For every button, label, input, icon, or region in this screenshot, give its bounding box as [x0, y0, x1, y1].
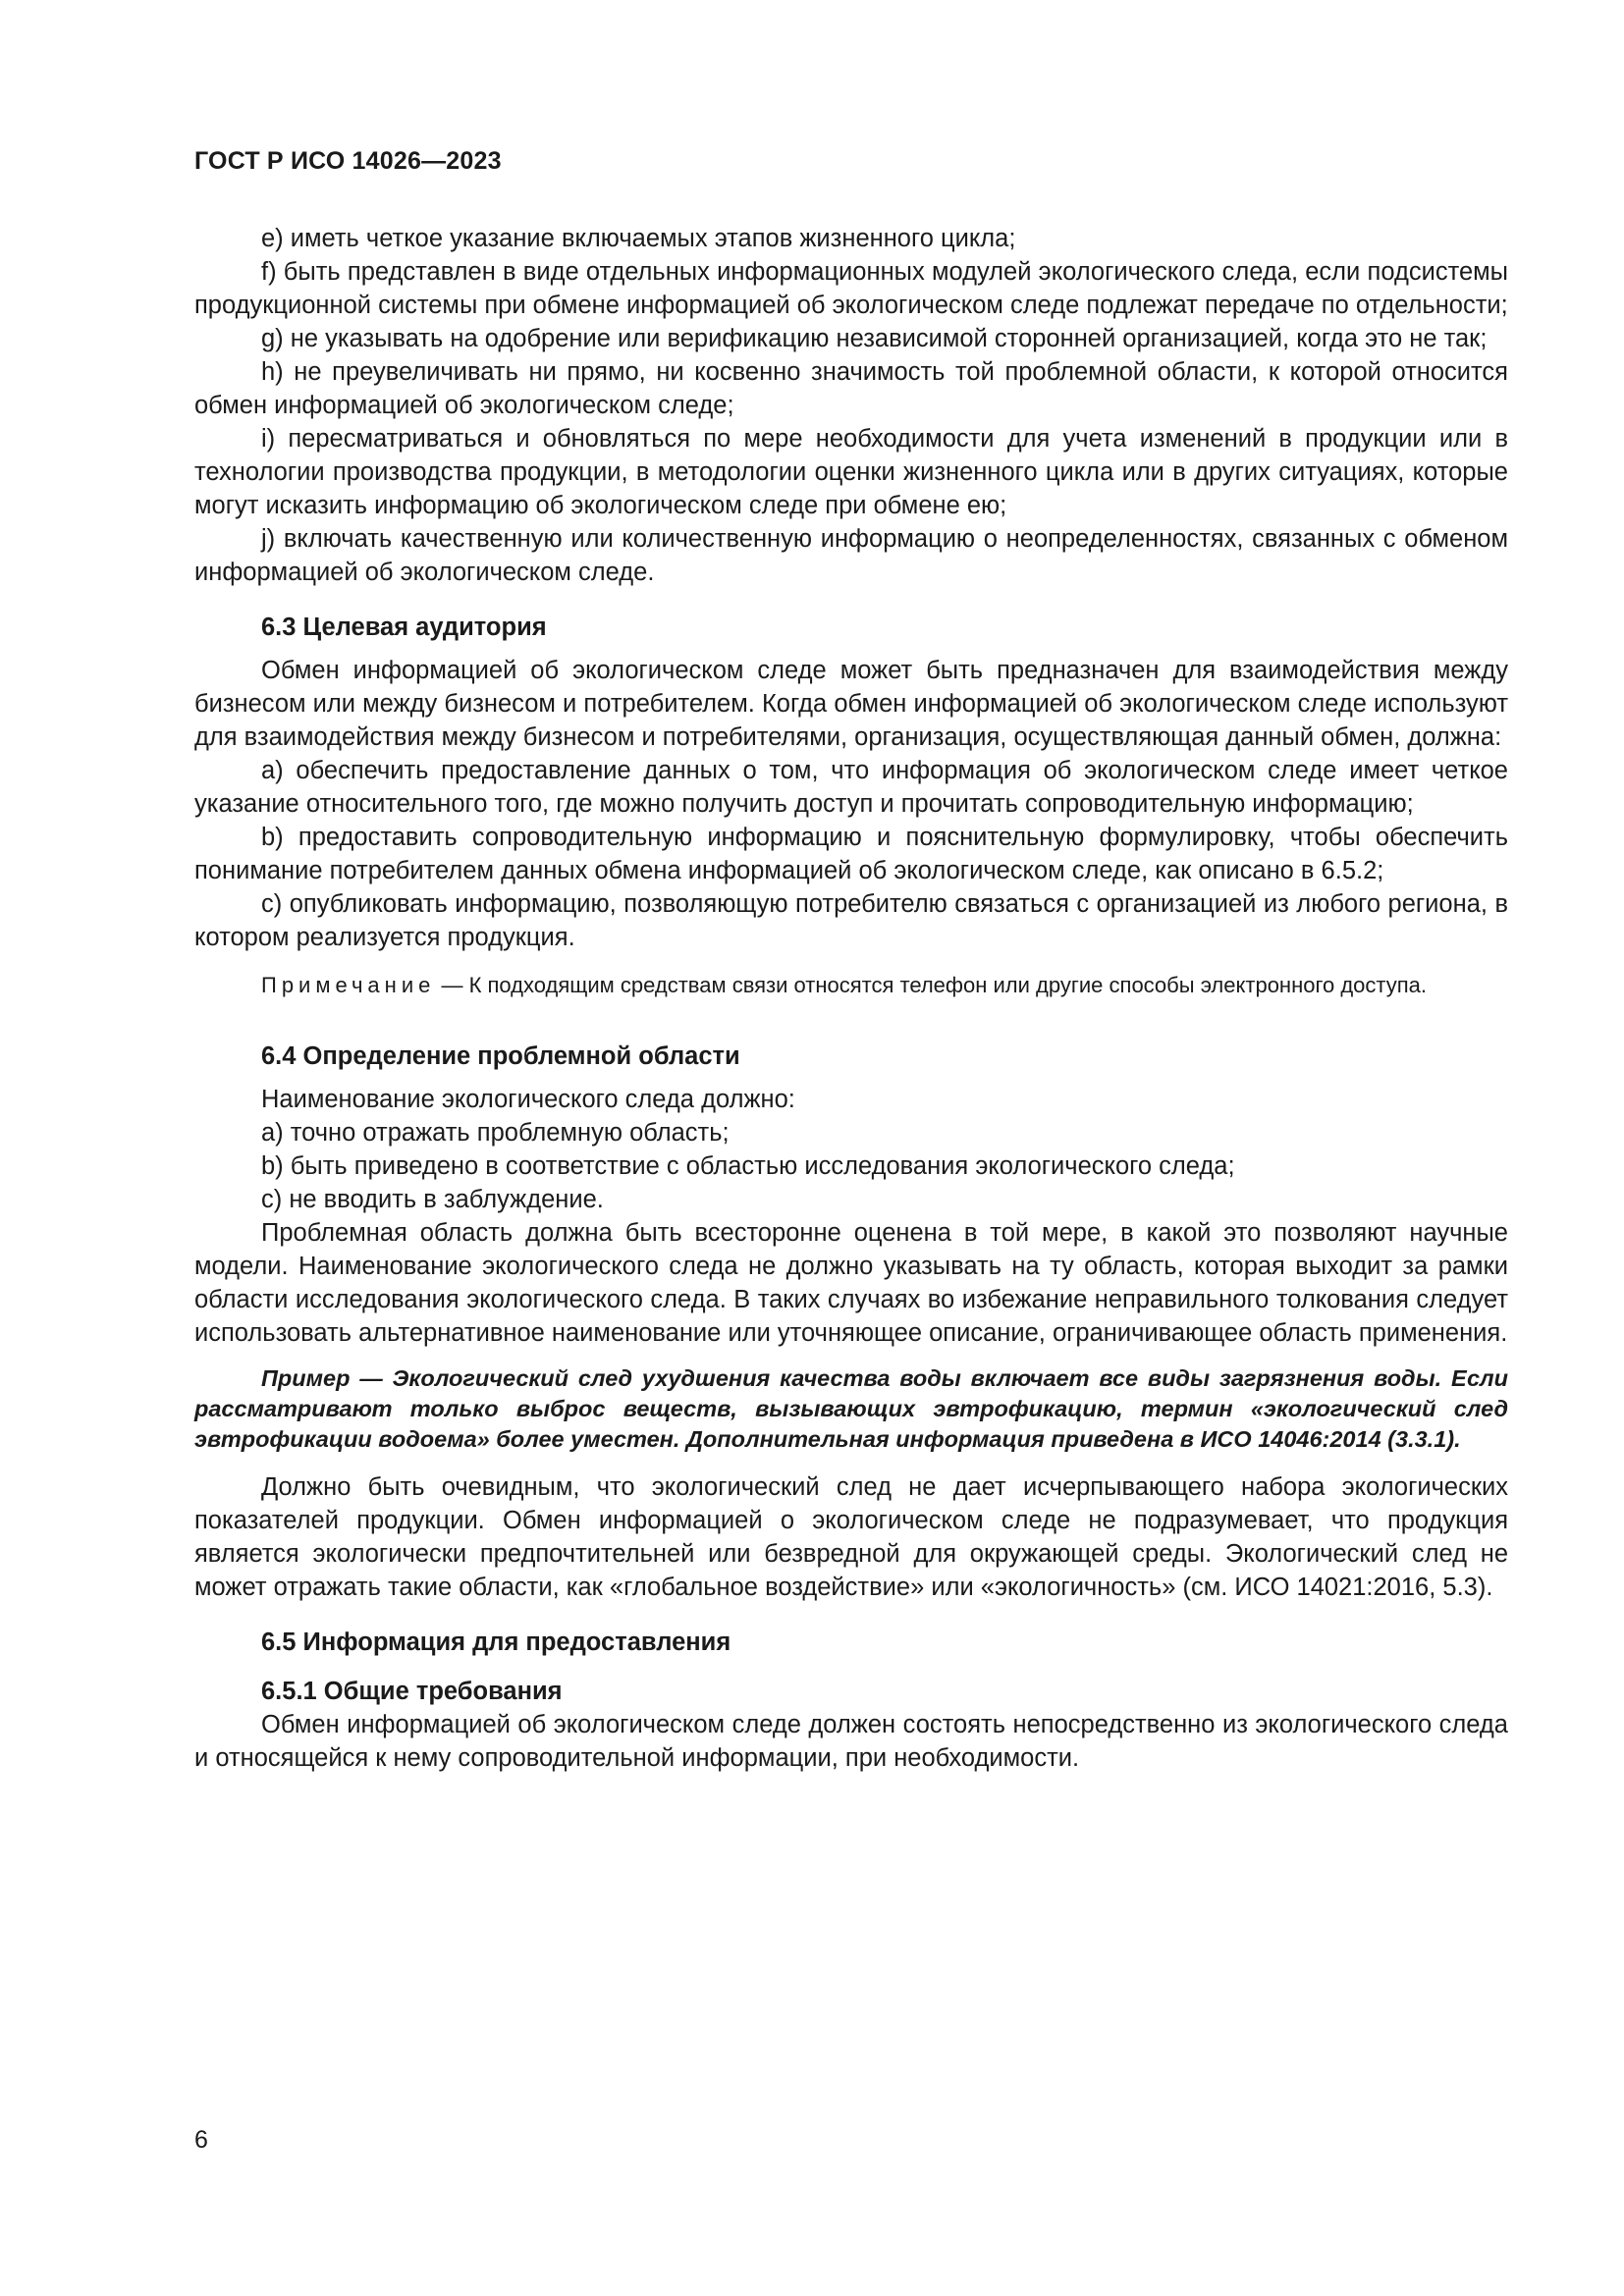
document-header: ГОСТ Р ИСО 14026—2023 — [194, 147, 502, 175]
note-label: Примечание — [261, 973, 436, 997]
section-6-5-1-paragraph: Обмен информацией об экологическом следе должен состоять непосредственно из экологического следа и относящейся к нему сопроводительной информации, при необходимости. — [194, 1711, 1508, 1772]
example-block: Пример — Экологический след ухудшения качества воды включает все виды загрязнения воды. Если рассматривают только выброс веществ, вызывающих эвтрофикацию, термин «экологический след эвтрофикации водоема» более уместен. Дополнительная информация приведена в ИСО 14046:2014 (3.3.1). — [194, 1365, 1508, 1452]
page-number: 6 — [194, 2126, 208, 2154]
list-item-i: i) пересматриваться и обновляться по мере необходимости для учета изменений в продукции или в технологии производства продукции, в методологии оценки жизненного цикла или в других ситуациях, которые могут исказить информацию об экологическом следе при обмене ею; — [194, 425, 1508, 519]
note — [194, 970, 1508, 1000]
section-heading-6-5: 6.5 Информация для предоставления — [261, 1629, 731, 1656]
section-6-4-item-c: c) не вводить в заблуждение. — [261, 1186, 604, 1213]
list-item-f: f) быть представлен в виде отдельных информационных модулей экологического следа, если подсистемы продукционной системы при обмене информацией об экологическом следе подлежат передаче по отдельности; — [194, 258, 1508, 319]
section-6-4-paragraph: Проблемная область должна быть всесторонне оценена в той мере, в какой это позволяют научные модели. Наименование экологического следа не должно указывать на ту область, которая выходит за рамки области исследования экологического следа. В таких случаях во избежание неправильного толкования следует использовать альтернативное наименование или уточняющее описание, ограничивающее область применения. — [194, 1219, 1508, 1347]
note-text: — К подходящим средствам связи относятся телефон или другие способы электронного доступа. — [435, 973, 1428, 997]
list-item-e: е) иметь четкое указание включаемых этапов жизненного цикла; — [261, 225, 1016, 252]
section-6-3-intro: Обмен информацией об экологическом следе может быть предназначен для взаимодействия между бизнесом или между бизнесом и потребителем. Когда обмен информацией об экологическом следе используют для взаимодействия между бизнесом и потребителями, организация, осуществляющая данный обмен, должна: — [194, 657, 1508, 751]
section-6-3-item-b: b) предоставить сопроводительную информацию и пояснительную формулировку, чтобы обеспечить понимание потребителем данных обмена информацией об экологическом следе, как описано в 6.5.2; — [194, 824, 1508, 884]
section-6-4-item-b: b) быть приведено в соответствие с областью исследования экологического следа; — [261, 1152, 1235, 1180]
section-6-4-intro: Наименование экологического следа должно: — [261, 1086, 795, 1113]
list-item-g: g) не указывать на одобрение или верификацию независимой сторонней организацией, когда это не так; — [261, 325, 1488, 352]
subsection-heading-6-5-1: 6.5.1 Общие требования — [261, 1678, 563, 1705]
document-body — [194, 222, 1508, 1775]
list-item-j: j) включать качественную или количественную информацию о неопределенностях, связанных с обменом информацией об экологическом следе. — [194, 525, 1508, 586]
section-heading-6-3: 6.3 Целевая аудитория — [261, 614, 547, 641]
list-item-h: h) не преувеличивать ни прямо, ни косвенно значимость той проблемной области, к которой относится обмен информацией об экологическом следе; — [194, 358, 1508, 419]
section-heading-6-4: 6.4 Определение проблемной области — [261, 1042, 740, 1070]
section-6-4-item-a: a) точно отражать проблемную область; — [261, 1119, 730, 1147]
section-6-3-item-c: c) опубликовать информацию, позволяющую потребителю связаться с организацией из любого региона, в котором реализуется продукция. — [194, 890, 1508, 951]
section-6-4-paragraph-2: Должно быть очевидным, что экологический след не дает исчерпывающего набора экологических показателей продукции. Обмен информацией о экологическом следе не подразумевает, что продукция является экологически предпочтительней или безвредной для окружающей среды. Экологический след не может отражать такие области, как «глобальное воздействие» или «экологичность» (см. ИСО 14021:2016, 5.3). — [194, 1473, 1508, 1601]
section-6-3-item-a: a) обеспечить предоставление данных о том, что информация об экологическом следе имеет четкое указание относительного того, где можно получить доступ и прочитать сопроводительную информацию; — [194, 757, 1508, 818]
